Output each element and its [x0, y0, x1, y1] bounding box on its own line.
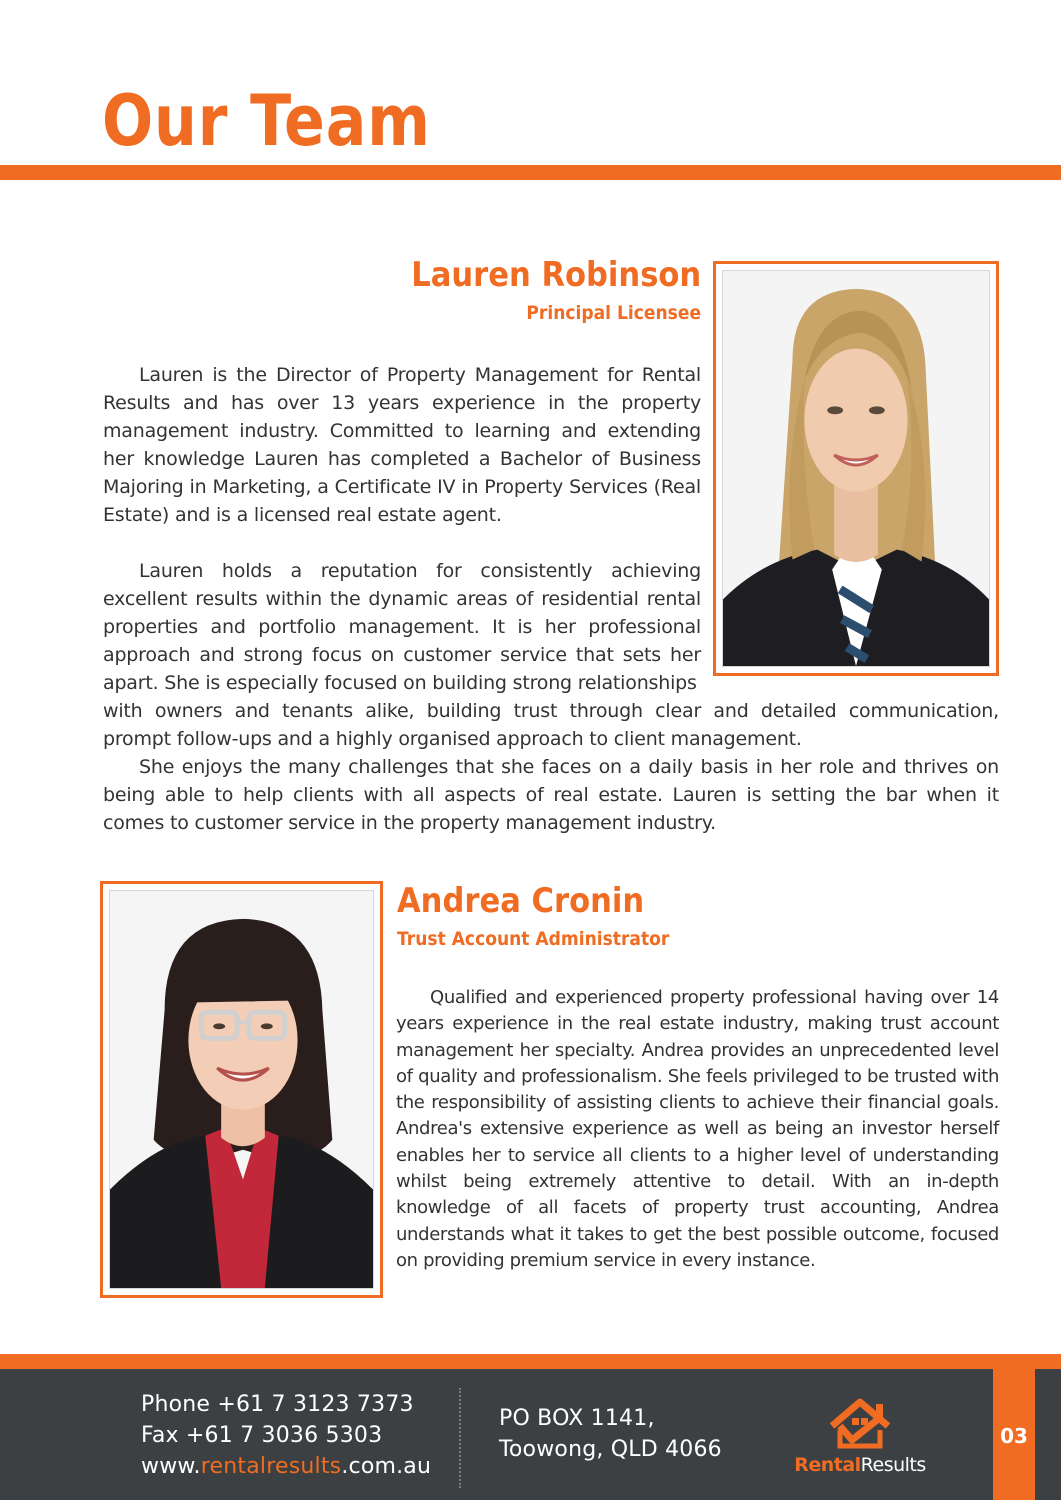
lauren-photo-frame [713, 261, 999, 676]
logo-wordmark [790, 1454, 930, 1476]
logo-word-results: Results [860, 1454, 926, 1476]
member-name-lauren: Lauren Robinson [410, 255, 701, 295]
lauren-portrait-image [723, 271, 989, 666]
andrea-bio-paragraph-1: Qualified and experienced property professional having over 14 years experience in the real estate industry, making trust account management her specialty. Andrea provides an unprecedented level of quality and professionalism. She feels privileged to be trusted with the responsibility of assisting clients to achieve their financial goals. Andrea's extensive experience as well as being an investor herself enables her to service all clients to a higher level of understanding whilst being extremely attentive to detail. With an in-depth knowledge of all facets of property trust accounting, Andrea understands what it takes to get the best possible outcome, focused on providing premium service in every instance. [396, 987, 999, 1271]
footer-website[interactable] [141, 1451, 431, 1482]
footer-web-prefix: www. [141, 1454, 201, 1479]
member-role-lauren: Principal Licensee [526, 302, 701, 324]
page-footer [0, 1354, 1061, 1500]
footer-web-domain: rentalresults [200, 1454, 342, 1479]
footer-phone: Phone +61 7 3123 7373 [141, 1392, 414, 1417]
lauren-photo [722, 270, 990, 667]
page-number-tab [993, 1369, 1035, 1500]
footer-fax: Fax +61 7 3036 5303 [141, 1423, 383, 1448]
andrea-photo [109, 890, 374, 1289]
footer-web-suffix: .com.au [341, 1454, 432, 1479]
footer-accent-bar [0, 1354, 1061, 1369]
lauren-bio-paragraph-4: She enjoys the many challenges that she faces on a daily basis in her role and thrives on being able to help clients with all aspects of real estate. Lauren is setting the bar when it comes to customer service in the property management industry. [103, 756, 999, 834]
rental-results-logo [790, 1394, 930, 1484]
footer-address-line-1: PO BOX 1141, [499, 1406, 655, 1431]
lauren-bio-paragraph-1: Lauren is the Director of Property Management for Rental Results and has over 13 years experience in the property management industry. Committed to learning and extending her knowledge Lauren has completed a Bachelor of Business Majoring in Marketing, a Certificate IV in Property Services (Real Estate) and is a licensed real estate agent. [103, 364, 701, 526]
lauren-bio-paragraph-3: with owners and tenants alike, building trust through clear and detailed communication, prompt follow-ups and a highly organised approach to client management. [103, 700, 999, 750]
title-rule [0, 165, 1061, 180]
page-number: 03 [1000, 1424, 1028, 1448]
logo-word-rental: Rental [794, 1454, 861, 1476]
footer-address [499, 1403, 722, 1465]
member-role-andrea: Trust Account Administrator [397, 928, 670, 950]
lauren-bio-paragraph-2: Lauren holds a reputation for consistently achieving excellent results within the dynamic areas of residential rental properties and portfolio management. It is her professional approach and strong focus on customer service that sets her apart. She is especially focused on building strong relationships [103, 560, 701, 694]
member-name-andrea: Andrea Cronin [397, 881, 645, 921]
house-check-icon [790, 1394, 930, 1454]
footer-divider [459, 1388, 461, 1488]
page-title: Our Team [102, 80, 431, 162]
footer-contact [141, 1389, 431, 1482]
andrea-portrait-image [110, 891, 373, 1288]
andrea-photo-frame [100, 881, 383, 1298]
footer-address-line-2: Toowong, QLD 4066 [499, 1437, 722, 1462]
